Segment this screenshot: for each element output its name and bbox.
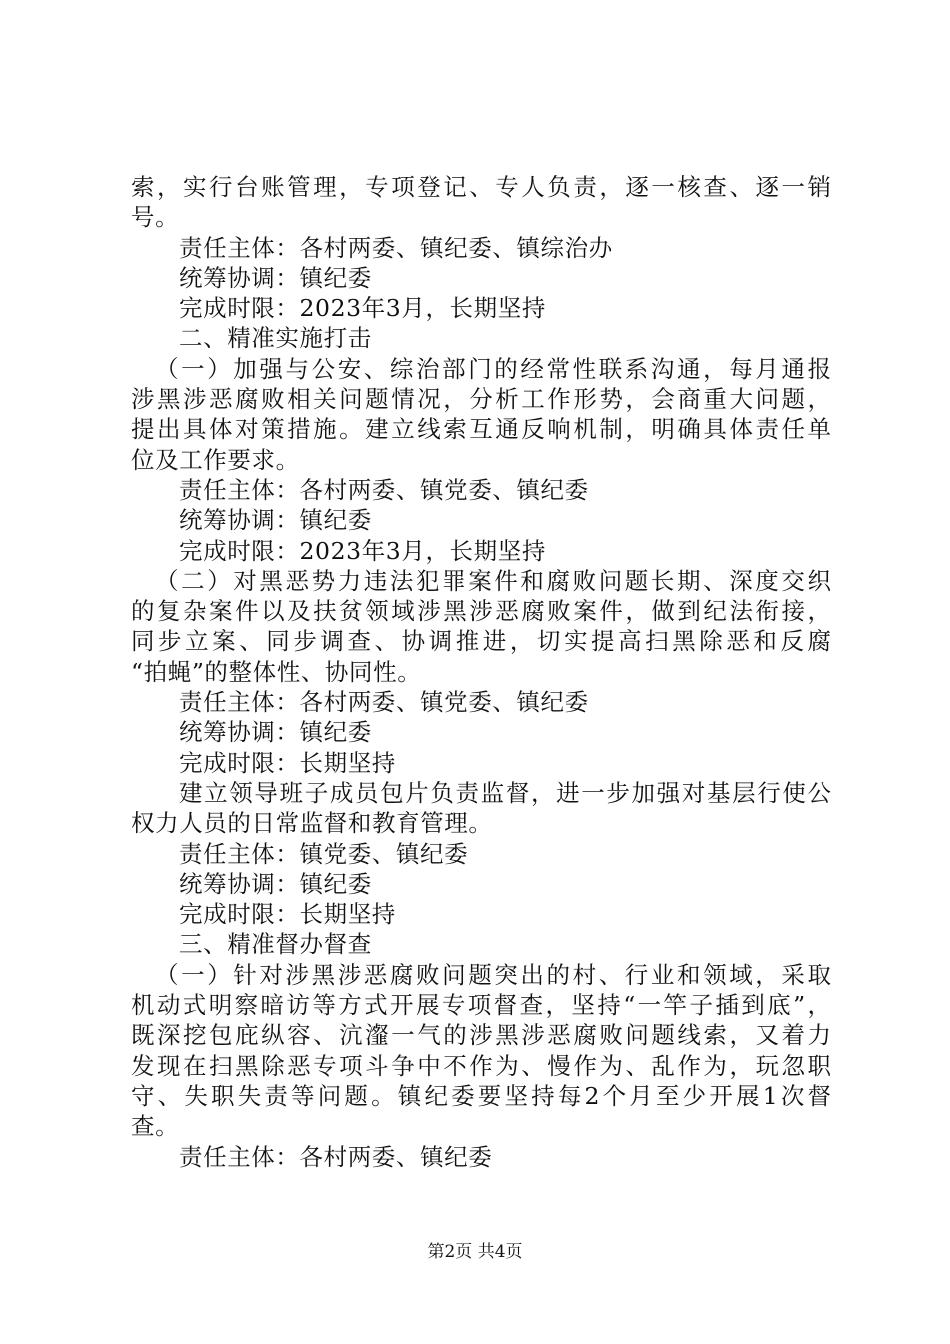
text-line: 责任主体：各村两委、镇纪委 — [179, 1142, 493, 1171]
text-line: 守、失职失责等问题。镇纪委要坚持每2个月至少开展1次督 — [131, 1081, 831, 1110]
text-line: 完成时限：2023年3月，长期坚持 — [179, 536, 546, 565]
text-line: 完成时限：2023年3月，长期坚持 — [179, 294, 546, 323]
text-line: 发现在扫黑除恶专项斗争中不作为、慢作为、乱作为，玩忽职 — [131, 1051, 831, 1080]
text-line: （一）针对涉黑涉恶腐败问题突出的村、行业和领域，采取 — [155, 960, 831, 989]
text-line: 既深挖包庇纵容、沆瀣一气的涉黑涉恶腐败问题线索，又着力 — [131, 1021, 831, 1050]
text-line: 三、精准督办督查 — [179, 930, 372, 959]
text-line: 责任主体：各村两委、镇党委、镇纪委 — [179, 688, 589, 717]
text-line: 统筹协调：镇纪委 — [179, 718, 372, 747]
text-line: （二）对黑恶势力违法犯罪案件和腐败问题长期、深度交织 — [155, 566, 831, 595]
text-line: 提出具体对策措施。建立线索互通反响机制，明确具体责任单 — [131, 415, 831, 444]
text-line: 统筹协调：镇纪委 — [179, 506, 372, 535]
text-line: 机动式明察暗访等方式开展专项督查，坚持“一竿子插到底”， — [131, 991, 831, 1020]
text-line: 涉黑涉恶腐败相关问题情况，分析工作形势，会商重大问题， — [131, 385, 831, 414]
document-body — [131, 172, 831, 1172]
text-line: 位及工作要求。 — [131, 445, 300, 474]
text-line: （一）加强与公安、综治部门的经常性联系沟通，每月通报 — [155, 354, 831, 383]
text-line: 索，实行台账管理，专项登记、专人负责，逐一核查、逐一销 — [131, 173, 831, 201]
text-line: 统筹协调：镇纪委 — [179, 263, 372, 292]
text-line: 同步立案、同步调查、协调推进，切实提高扫黑除恶和反腐 — [131, 627, 831, 656]
text-line: 查。 — [131, 1112, 180, 1141]
text-line: 二、精准实施打击 — [179, 324, 372, 353]
text-line: 统筹协调：镇纪委 — [179, 869, 372, 898]
text-line: 完成时限：长期坚持 — [179, 748, 396, 777]
text-line: 建立领导班子成员包片负责监督，进一步加强对基层行使公 — [179, 778, 831, 807]
text-line: 责任主体：镇党委、镇纪委 — [179, 839, 469, 868]
page-footer: 第2页 共4页 — [427, 1242, 523, 1262]
text-line: 责任主体：各村两委、镇党委、镇纪委 — [179, 475, 589, 504]
text-line: “拍蝇”的整体性、协同性。 — [131, 657, 422, 686]
text-line: 责任主体：各村两委、镇纪委、镇综治办 — [179, 233, 613, 262]
text-line: 号。 — [131, 203, 180, 232]
text-line: 的复杂案件以及扶贫领域涉黑涉恶腐败案件，做到纪法衔接， — [131, 597, 831, 626]
text-line: 完成时限：长期坚持 — [179, 900, 396, 929]
text-line: 权力人员的日常监督和教育管理。 — [131, 809, 493, 838]
